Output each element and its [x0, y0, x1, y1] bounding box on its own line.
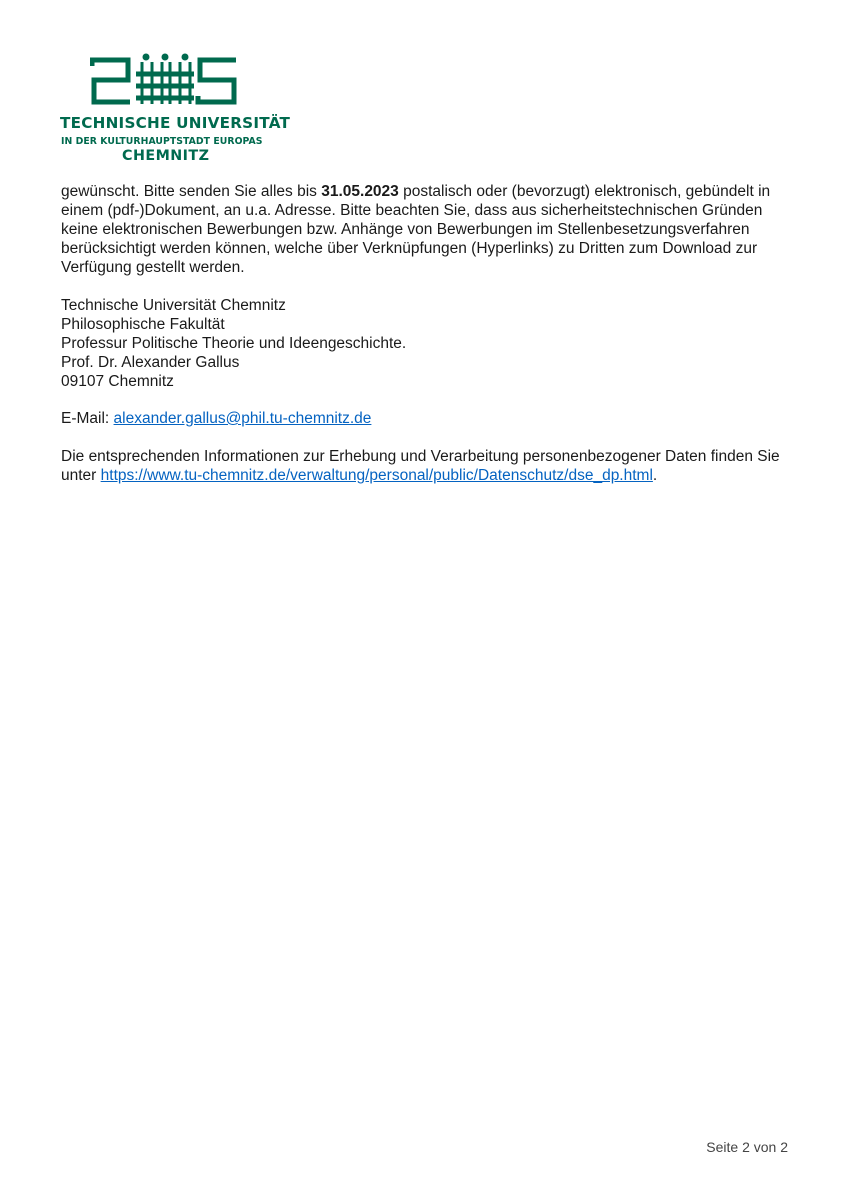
paragraph-line: einem (pdf-)Dokument, an u.a. Adresse. Bitte beachten Sie, dass aus sicherheitstechnischen Gründen: [61, 202, 763, 219]
privacy-notice: [61, 447, 793, 485]
privacy-policy-link[interactable]: https://www.tu-chemnitz.de/verwaltung/personal/public/Datenschutz/dse_dp.html: [100, 467, 653, 484]
address-line: Technische Universität Chemnitz: [61, 297, 286, 314]
privacy-line: Die entsprechenden Informationen zur Erhebung und Verarbeitung personenbezogener Daten finden Sie: [61, 448, 780, 465]
email-label: E-Mail:: [61, 410, 114, 427]
application-instructions-paragraph: [61, 182, 793, 277]
text-segment: unter: [61, 467, 101, 484]
logo-emblem-icon: [90, 52, 240, 108]
paragraph-line: Verfügung gestellt werden.: [61, 259, 245, 276]
email-contact: [61, 409, 793, 428]
postal-address: [61, 296, 793, 391]
logo-line-3: CHEMNITZ: [122, 148, 210, 164]
privacy-line: [61, 466, 793, 485]
address-line: Philosophische Fakultät: [61, 316, 225, 333]
logo-line-1: TECHNISCHE UNIVERSITÄT: [60, 114, 291, 132]
text-segment: postalisch oder (bevorzugt) elektronisch, gebündelt in: [398, 183, 771, 200]
address-line: 09107 Chemnitz: [61, 373, 174, 390]
paragraph-line: berücksichtigt werden können, welche über Verknüpfungen (Hyperlinks) zu Dritten zum Download zur: [61, 240, 758, 257]
email-link[interactable]: alexander.gallus@phil.tu-chemnitz.de: [113, 410, 372, 427]
page-number: Seite 2 von 2: [706, 1139, 788, 1155]
deadline-date: 31.05.2023: [321, 183, 399, 200]
address-line: Professur Politische Theorie und Ideengeschichte.: [61, 335, 407, 352]
university-logo: [60, 50, 291, 170]
paragraph-line: keine elektronischen Bewerbungen bzw. Anhänge von Bewerbungen im Stellenbesetzungsverfahren: [61, 221, 750, 238]
text-segment: .: [652, 467, 658, 484]
logo-line-2: IN DER KULTURHAUPTSTADT EUROPAS: [61, 136, 263, 147]
paragraph-line: [61, 182, 793, 201]
email-line: [61, 409, 793, 428]
address-line: Prof. Dr. Alexander Gallus: [61, 354, 240, 371]
text-segment: gewünscht. Bitte senden Sie alles bis: [61, 183, 322, 200]
